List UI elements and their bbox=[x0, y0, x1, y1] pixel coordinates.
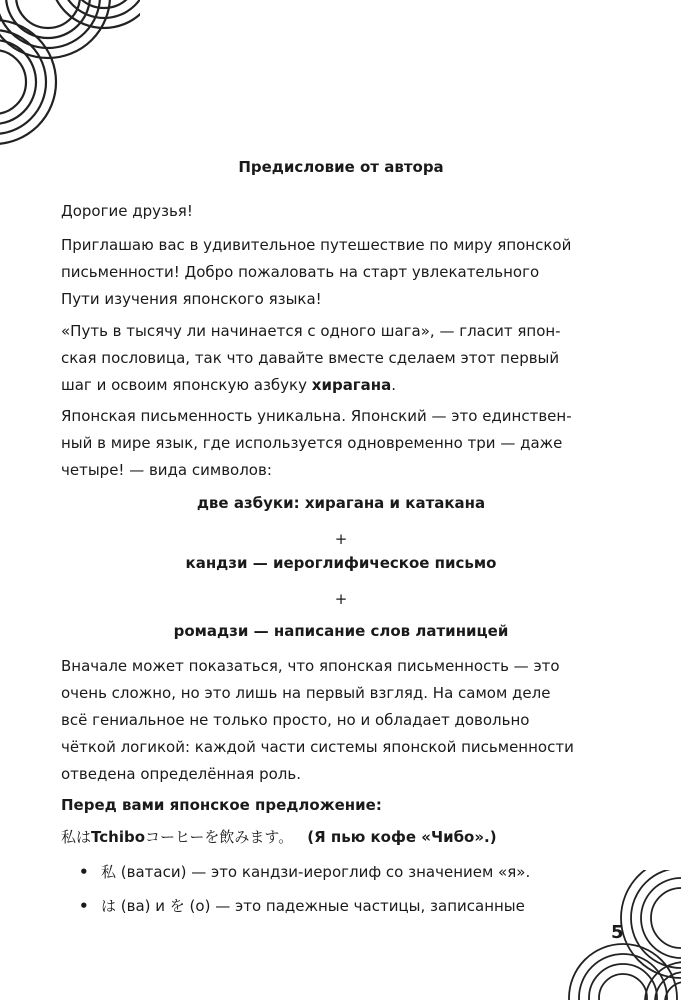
paragraph-proverb bbox=[61, 318, 621, 399]
text-line bbox=[61, 372, 621, 399]
text-line: четыре! — вида символов: bbox=[61, 461, 272, 479]
page-number: 5 bbox=[611, 922, 624, 943]
text-line: ный в мире язык, где используется одновременно три — даже bbox=[61, 434, 563, 452]
paragraph-uniqueness bbox=[61, 403, 621, 484]
text-line: Приглашаю вас в удивительное путешествие по миру японской bbox=[61, 236, 572, 254]
text-line: отведена определённая роль. bbox=[61, 765, 301, 783]
list-item-text: 私 (ватаси) — это кандзи-иероглиф со значением «я». bbox=[101, 863, 531, 881]
text-line: «Путь в тысячу ли начинается с одного шага», — гласит япон- bbox=[61, 322, 561, 340]
text-line: Вначале может показаться, что японская письменность — это bbox=[61, 657, 560, 675]
text-line: письменности! Добро пожаловать на старт увлекательного bbox=[61, 263, 540, 281]
list-item-text: は (ва) и を (о) — это падежные частицы, записанные bbox=[101, 897, 525, 915]
script-item-kanji: кандзи — иероглифическое письмо bbox=[185, 554, 497, 572]
text-line: очень сложно, но это лишь на первый взгляд. На самом деле bbox=[61, 684, 551, 702]
text-line: ская пословица, так что давайте вместе сделаем этот первый bbox=[61, 349, 560, 367]
plus-sign: + bbox=[334, 530, 348, 548]
text-run: шаг и освоим японскую азбуку bbox=[61, 376, 312, 394]
example-sentence bbox=[61, 824, 621, 851]
japanese-brand: Tchibo bbox=[91, 828, 146, 846]
script-item-kana: две азбуки: хирагана и катакана bbox=[196, 494, 486, 512]
text-run: . bbox=[391, 376, 397, 394]
japanese-text: コーヒーを飲みます。 bbox=[145, 828, 294, 846]
paragraph-logic bbox=[61, 653, 621, 788]
list-item bbox=[79, 893, 525, 920]
japanese-text: 私は bbox=[61, 828, 92, 846]
text-line: всё гениальное не только просто, но и обладает довольно bbox=[61, 711, 530, 729]
translation: (Я пью кофе «Чибо».) bbox=[307, 828, 497, 846]
sentence-intro: Перед вами японское предложение: bbox=[61, 796, 382, 814]
greeting: Дорогие друзья! bbox=[61, 202, 193, 220]
page-title: Предисловие от автора bbox=[238, 158, 444, 176]
paragraph-invitation bbox=[61, 232, 621, 313]
list-item bbox=[79, 859, 530, 886]
script-item-romaji: ромадзи — написание слов латиницей bbox=[173, 622, 509, 640]
text-line: Японская письменность уникальна. Японский — это единствен- bbox=[61, 407, 572, 425]
plus-sign: + bbox=[334, 590, 348, 608]
text-line: чёткой логикой: каждой части системы японской письменности bbox=[61, 738, 574, 756]
hiragana-term: хирагана bbox=[311, 376, 392, 394]
bullet-marker: • bbox=[79, 897, 89, 915]
bullet-marker: • bbox=[79, 863, 89, 881]
seigaiha-corner-top-left-icon bbox=[0, 0, 140, 150]
text-line: Пути изучения японского языка! bbox=[61, 290, 322, 308]
